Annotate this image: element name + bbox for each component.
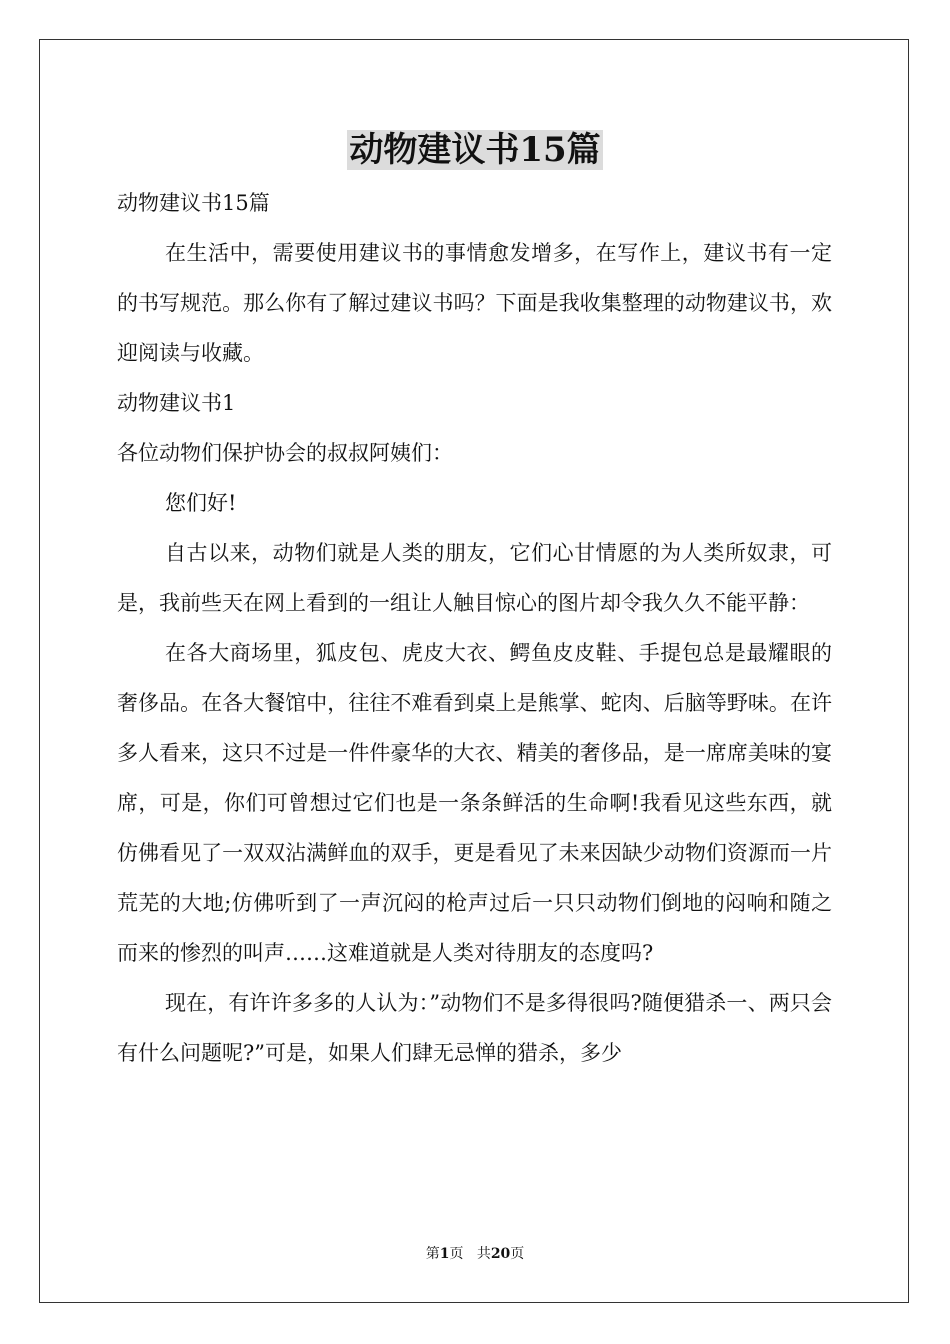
footer-page-number: 1 <box>439 1246 450 1262</box>
document-body <box>117 178 832 1078</box>
footer-total-suffix: 页 <box>510 1246 525 1262</box>
paragraph: 现在，有许许多多的人认为：”动物们不是多得很吗?随便猎杀一、两只会有什么问题呢?”可是，如果人们肆无忌惮的猎杀，多少 <box>117 991 832 1065</box>
paragraph: 在各大商场里，狐皮包、虎皮大衣、鳄鱼皮皮鞋、手提包总是最耀眼的奢侈品。在各大餐馆中，往往不难看到桌上是熊掌、蛇肉、后脑等野味。在许多人看来，这只不过是一件件豪华的大衣、精美的奢侈品，是一席席美味的宴席，可是，你们可曾想过它们也是一条条鲜活的生命啊!我看见这些东西，就仿佛看见了一双双沾满鲜血的双手，更是看见了未来因缺少动物们资源而一片荒芜的大地;仿佛听到了一声沉闷的枪声过后一只只动物们倒地的闷响和随之而来的惨烈的叫声……这难道就是人类对待朋友的态度吗? <box>117 641 832 965</box>
footer-total-pages: 20 <box>490 1246 511 1262</box>
paragraph: 动物建议书15篇 <box>117 191 270 215</box>
footer-page-suffix: 页 <box>449 1246 464 1262</box>
paragraph: 在生活中，需要使用建议书的事情愈发增多，在写作上，建议书有一定的书写规范。那么你有了解过建议书吗？下面是我收集整理的动物建议书，欢迎阅读与收藏。 <box>117 241 832 365</box>
page-footer <box>0 1244 950 1264</box>
paragraph: 自古以来，动物们就是人类的朋友，它们心甘情愿的为人类所奴隶，可是，我前些天在网上看到的一组让人触目惊心的图片却令我久久不能平静： <box>117 541 832 615</box>
footer-total-prefix: 共 <box>476 1246 491 1262</box>
document-title-text: 动物建议书15篇 <box>349 130 601 170</box>
paragraph: 您们好! <box>165 491 237 515</box>
paragraph: 各位动物们保护协会的叔叔阿姨们： <box>117 441 453 465</box>
footer-page-prefix: 第 <box>425 1246 440 1262</box>
document-title <box>0 122 950 178</box>
paragraph: 动物建议书1 <box>117 391 236 415</box>
